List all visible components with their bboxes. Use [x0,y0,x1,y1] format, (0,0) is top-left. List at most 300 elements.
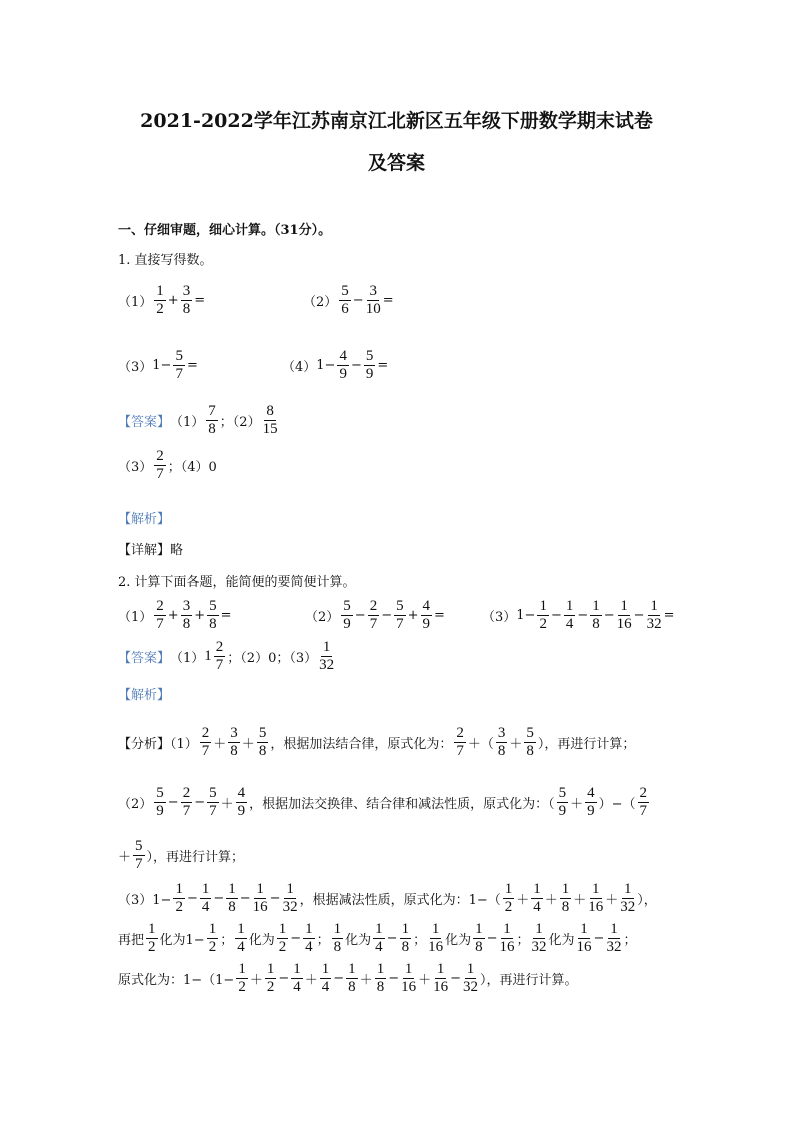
fraction [207,598,219,633]
numerator: 1 [610,920,618,937]
denominator: 2 [504,898,513,915]
numerator: 1 [208,920,217,937]
text: ，根据加法结合律，原式化为： [270,736,453,752]
numerator: 1 [504,880,513,897]
numerator: 1 [238,960,246,977]
text: ； [413,932,427,948]
fraction [400,921,412,956]
denominator: 8 [182,615,191,632]
text: ，根据减法性质，原式化为：1−（ [299,892,501,908]
numerator: 1 [620,597,628,614]
denominator: 4 [305,938,313,955]
text: = [434,607,445,623]
denominator: 15 [262,420,278,437]
numerator: 3 [230,724,238,741]
numerator: 1 [286,880,294,897]
fraction [564,598,576,633]
text: ＋ [418,972,432,988]
text: = [382,292,394,308]
fraction [401,961,416,996]
numerator: 5 [396,597,404,614]
numerator: 2 [639,784,648,801]
denominator: 7 [396,615,404,632]
fraction [332,921,344,956]
denominator: 4 [565,615,574,632]
fraction [200,881,212,916]
q2-fx-1 [118,720,635,764]
numerator: 1 [624,880,632,897]
numerator: 1 [333,920,342,937]
numerator: 2 [215,638,224,655]
q1-3 [118,343,198,387]
text: − [388,970,400,986]
fraction [236,961,248,996]
text: （4） [282,359,317,375]
numerator: 2 [182,784,191,801]
fraction [620,881,635,916]
text: 1− [316,357,336,373]
denominator: 8 [497,742,506,759]
fraction [532,921,547,956]
text: 原式化为：1−（1− [118,972,235,988]
denominator: 7 [156,615,164,632]
fraction [341,598,353,633]
fraction [638,785,650,820]
text: （2） [305,609,340,625]
q1-1 [118,278,205,322]
denominator: 16 [616,615,632,632]
fraction [473,921,485,956]
numerator: 1 [175,880,183,897]
fraction [364,348,376,383]
text: − [278,970,290,986]
denominator: 32 [282,898,298,915]
denominator: 8 [333,938,342,955]
text: = [194,292,206,308]
fraction [337,348,349,383]
text: − [593,930,605,946]
fraction [590,598,602,633]
denominator: 8 [208,420,216,437]
denominator: 7 [639,802,648,819]
numerator: 2 [369,597,378,614]
q2-fx-4 [118,916,636,960]
denominator: 7 [369,615,378,632]
numerator: 1 [539,597,547,614]
text: − [486,930,498,946]
denominator: 32 [646,615,662,632]
text: （3） [118,459,153,475]
q2-1 [118,593,232,637]
q2-2 [305,593,445,637]
fraction [133,838,145,873]
numerator: 5 [365,347,374,364]
fraction [606,921,621,956]
numerator: 1 [592,597,600,614]
text: = [377,357,389,373]
numerator: 4 [339,347,347,364]
denominator: 7 [456,742,464,759]
numerator: 5 [341,282,349,299]
denominator: 2 [278,938,287,955]
denominator: 4 [237,938,245,955]
text: （2） [118,796,153,812]
text: ）， [637,892,657,908]
denominator: 8 [182,300,191,317]
text: ＋ [304,972,318,988]
denominator: 7 [156,465,164,482]
denominator: 8 [561,898,570,915]
text: ），再进行计算； [146,849,245,865]
numerator: 3 [182,282,191,299]
denominator: 8 [348,978,356,995]
text: 【详解】略 [118,542,184,558]
section-label: 【答案】 [118,650,171,666]
denominator: 32 [606,938,622,955]
fraction [181,785,193,820]
numerator: 2 [156,597,164,614]
denominator: 9 [237,802,246,819]
text: （3）1− [118,892,172,908]
text: − [603,607,615,623]
fraction [173,881,185,916]
fraction [265,961,277,996]
text: ；（2） [219,414,261,430]
fraction [428,921,443,956]
q2-fx-2 [118,780,651,824]
denominator: 16 [433,978,449,995]
denominator: 7 [175,365,183,382]
numerator: 3 [497,724,506,741]
denominator: 8 [209,615,217,632]
text: − [352,292,364,308]
fraction [500,921,515,956]
section-label: 【答案】 [118,414,171,430]
denominator: 7 [135,855,143,872]
q1-2 [303,278,394,322]
numerator: 5 [558,784,567,801]
text: 一、仔细审题，细心计算。（31分）。 [118,222,332,238]
denominator: 10 [365,300,381,317]
numerator: 1 [237,920,245,937]
text: 化为 [445,932,472,948]
text: ；（2）0；（3） [227,650,318,666]
text: 1. 直接写得数。 [118,252,213,268]
text: + [167,292,179,308]
numerator: 1 [466,960,475,977]
text: = [186,357,198,373]
numerator: 1 [348,960,356,977]
fraction [375,961,387,996]
text: − [350,357,362,373]
fraction [263,403,278,438]
denominator: 7 [201,742,210,759]
text: ＋ [544,892,558,908]
fraction [617,598,632,633]
text: ＋ [605,892,619,908]
denominator: 2 [156,300,164,317]
text: − [354,607,366,623]
numerator: 1 [148,920,156,937]
text: ，根据加法交换律、结合律和减法性质，原式化为：（ [249,796,555,812]
text: 1− [516,607,536,623]
text: − [167,794,179,810]
fraction [154,448,166,483]
numerator: 1 [321,960,330,977]
denominator: 32 [531,938,547,955]
numerator: 1 [592,880,600,897]
text: 化为1− [159,932,205,948]
text: − [577,607,589,623]
numerator: 1 [436,960,445,977]
denominator: 9 [343,615,351,632]
numerator: 1 [305,920,313,937]
fraction [206,403,218,438]
denominator: 7 [215,656,224,673]
numerator: 5 [526,724,534,741]
text: − [194,794,206,810]
denominator: 9 [156,802,164,819]
numerator: 1 [431,920,440,937]
text: （1） [118,294,153,310]
denominator: 6 [341,300,349,317]
text: + [194,607,206,623]
fraction [154,283,166,318]
numerator: 1 [475,920,483,937]
fraction [181,283,193,318]
denominator: 9 [365,365,374,382]
text: 2. 计算下面各题，能简便的要简便计算。 [118,574,356,590]
text: ＋ [509,736,523,752]
fraction [588,881,603,916]
numerator: 5 [258,724,267,741]
fraction [257,725,269,760]
denominator: 8 [526,742,534,759]
doc-title-line2: 及答案 [367,152,425,174]
denominator: 8 [475,938,483,955]
text: ＋ [249,972,263,988]
text: = [663,607,675,623]
denominator: 16 [588,898,604,915]
fraction [496,725,508,760]
fraction [154,598,166,633]
text: + [167,607,179,623]
numerator: 1 [375,920,383,937]
text: − [239,890,251,906]
numerator: 1 [266,960,275,977]
fraction [577,921,592,956]
doc-title-line1: 2021-2022学年江苏南京江北新区五年级下册数学期末试卷 [140,110,653,132]
denominator: 32 [620,898,636,915]
fraction [463,961,478,996]
fraction [207,921,219,956]
numerator: 7 [208,402,216,419]
text: − [333,970,345,986]
fraction [346,961,358,996]
denominator: 32 [319,656,335,673]
denominator: 16 [428,938,444,955]
q2-fx-3 [118,876,657,920]
fraction [433,961,448,996]
fraction [557,785,569,820]
fraction [368,598,380,633]
denominator: 9 [422,615,430,632]
denominator: 8 [230,742,238,759]
denominator: 2 [266,978,275,995]
numerator: 1 [256,880,264,897]
numerator: 1 [228,880,236,897]
text: ； [316,932,330,948]
denominator: 9 [587,802,595,819]
fraction [421,598,433,633]
text: ＋ [516,892,530,908]
text: 【分析】（1） [118,736,198,752]
numerator: 5 [156,784,164,801]
denominator: 8 [376,978,385,995]
numerator: 1 [322,638,331,655]
denominator: 16 [401,978,417,995]
fraction [200,725,212,760]
numerator: 4 [237,784,246,801]
denominator: 2 [175,898,183,915]
fraction [394,598,406,633]
q2-analysis [118,671,170,715]
denominator: 16 [576,938,592,955]
denominator: 8 [258,742,267,759]
numerator: 1 [650,597,658,614]
text: − [290,930,302,946]
denominator: 4 [321,978,330,995]
text: ＋ [241,736,255,752]
numerator: 1 [535,920,543,937]
fraction [226,881,238,916]
denominator: 4 [533,898,541,915]
text: ＋（ [467,736,494,752]
fraction [207,785,219,820]
denominator: 7 [209,802,217,819]
text: ；（4）0 [167,459,217,475]
text: − [633,607,645,623]
fraction [454,725,466,760]
numerator: 3 [369,282,377,299]
fraction [228,725,240,760]
numerator: 1 [401,920,410,937]
fraction [181,598,193,633]
numerator: 2 [456,724,464,741]
numerator: 1 [503,920,511,937]
text: （2） [303,294,338,310]
numerator: 1 [533,880,541,897]
fraction [585,785,597,820]
denominator: 9 [339,365,347,382]
text: − [213,890,225,906]
fraction [303,921,315,956]
text: ＋ [359,972,373,988]
fraction [291,961,303,996]
numerator: 3 [182,597,191,614]
text: （1） [118,609,153,625]
text: 化为 [248,932,275,948]
numerator: 2 [201,724,210,741]
numerator: 1 [278,920,287,937]
q1-answer-b [118,443,217,487]
text: − [186,890,198,906]
denominator: 4 [375,938,383,955]
fraction [320,961,332,996]
text: − [386,930,398,946]
fraction [531,881,543,916]
fraction [560,881,572,916]
denominator: 7 [182,802,191,819]
numerator: 5 [209,784,217,801]
numerator: 5 [209,597,217,614]
denominator: 2 [238,978,246,995]
text: ； [220,932,234,948]
denominator: 8 [401,938,410,955]
numerator: 5 [343,597,351,614]
text: ＋ [573,892,587,908]
denominator: 2 [148,938,156,955]
numerator: 1 [156,282,164,299]
text: − [550,607,562,623]
denominator: 16 [499,938,515,955]
fraction [253,881,268,916]
denominator: 9 [558,802,567,819]
numerator: 4 [587,784,595,801]
fraction [283,881,298,916]
fraction [214,639,226,674]
text: （3） [482,609,517,625]
numerator: 4 [422,597,430,614]
numerator: 1 [293,960,301,977]
numerator: 5 [175,347,183,364]
section-label: 【解析】 [118,687,171,703]
numerator: 2 [156,447,164,464]
text: ； [623,932,637,948]
fraction [503,881,515,916]
text: − [269,890,281,906]
text: = [220,607,232,623]
denominator: 32 [463,978,479,995]
q2-fx-2b [118,833,244,877]
q1-answer-a [118,398,280,442]
text: （1） [170,650,205,666]
text: ； [516,932,530,948]
denominator: 16 [252,898,268,915]
q1-4 [282,343,388,387]
text: + [407,607,419,623]
denominator: 4 [201,898,210,915]
fraction [319,639,334,674]
numerator: 1 [201,880,210,897]
text: ），再进行计算； [537,736,636,752]
denominator: 2 [539,615,547,632]
fraction [236,785,248,820]
numerator: 1 [580,920,588,937]
text: ）−（ [598,796,636,812]
text: − [450,970,462,986]
numerator: 1 [376,960,385,977]
q2-3 [482,593,674,637]
text: 1− [152,357,172,373]
fraction [146,921,158,956]
fraction [373,921,385,956]
text: （1） [170,414,205,430]
q2-fx-5 [118,956,578,1000]
denominator: 8 [228,898,236,915]
numerator: 5 [135,837,143,854]
mixed-number [204,639,227,674]
